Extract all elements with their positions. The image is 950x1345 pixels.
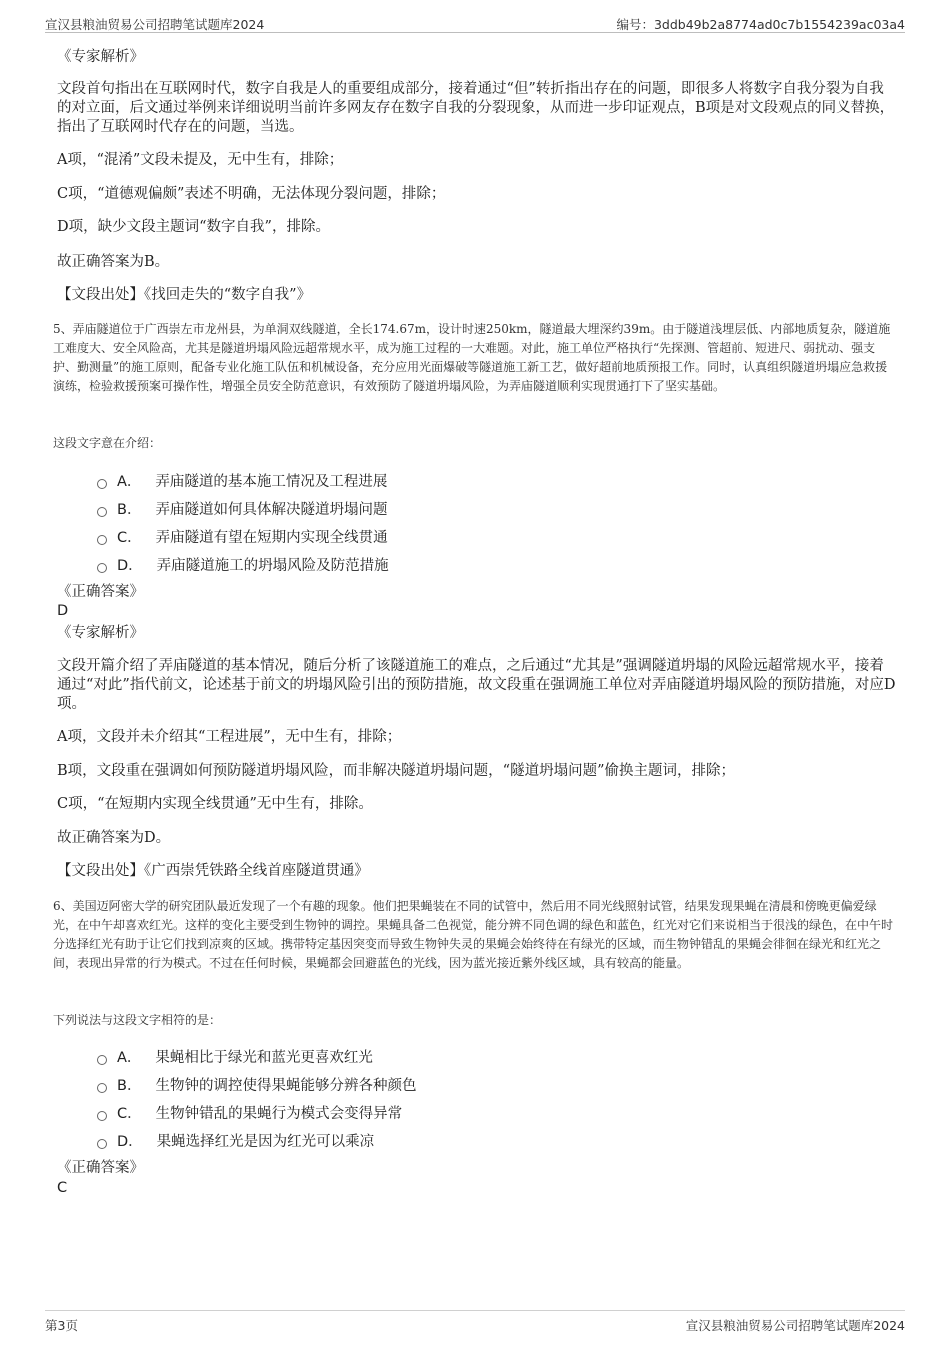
question-6-text: 6、美国迈阿密大学的研究团队最近发现了一个有趣的现象。他们把果蝇装在不同的试管中，然后用不同光线照射试管，结果发现果蝇在清晨和傍晚更偏爱绿光，在中午却喜欢红光。这样的变化主要受到生物钟的调控。果蝇具备二色视觉，能分辨不同色调的绿色和蓝色，红光对它们来说相当于很浅的绿色，在中午时分选择红光有助于让它们找到凉爽的区域。携带特定基因突变而导致生物钟失灵的果蝇会始终待在有绿光的区域，而生物钟错乱的果蝇会徘徊在绿光和红光之间，表现出异常的行为模式。不过在任何时候，果蝇都会回避蓝色的光线，因为蓝光接近紫外线区域，具有较高的能量。: [53, 899, 894, 970]
analysis-option-c: C项，“在短期内实现全线贯通”无中生有，排除。: [57, 796, 373, 812]
passage-source: 【文段出处】《广西崇凭铁路全线首座隧道贯通》: [57, 863, 369, 879]
q6-option-a[interactable]: A． 果蝇相比于绿光和蓝光更喜欢红光: [97, 1046, 373, 1067]
radio-button-icon[interactable]: [97, 535, 107, 545]
question-6-prompt: 下列说法与这段文字相符的是：: [53, 1013, 222, 1027]
passage-source: 【文段出处】《找回走失的“数字自我”》: [57, 287, 312, 303]
analysis-option-a: A项，“混淆”文段未提及，无中生有，排除；: [57, 152, 344, 168]
q6-option-d[interactable]: D． 果蝇选择红光是因为红光可以乘凉: [97, 1130, 374, 1151]
question-5-prompt: 这段文字意在介绍：: [53, 436, 162, 450]
analysis-option-a: A项，文段并未介绍其“工程进展”，无中生有，排除；: [57, 729, 402, 745]
expert-analysis-label: 《专家解析》: [57, 49, 144, 65]
radio-button-icon[interactable]: [97, 507, 107, 517]
radio-button-icon[interactable]: [97, 1139, 107, 1149]
q5-option-a[interactable]: A． 弄庙隧道的基本施工情况及工程进展: [97, 470, 387, 491]
analysis-option-b: B项，文段重在强调如何预防隧道坍塌风险，而非解决隧道坍塌问题，“隧道坍塌问题”偷换主题词，排除；: [57, 763, 735, 779]
q6-option-c[interactable]: C． 生物钟错乱的果蝇行为模式会变得异常: [97, 1102, 402, 1123]
correct-answer-value: D: [57, 603, 69, 619]
radio-button-icon[interactable]: [97, 479, 107, 489]
question-5-text: 5、弄庙隧道位于广西崇左市龙州县，为单洞双线隧道，全长174.67m，设计时速250km，隧道最大埋深约39m。由于隧道浅埋层低、内部地质复杂，隧道施工难度大、安全风险高，尤其是隧道坍塌风险远超常规水平，成为施工过程的一大难题。对此，施工单位严格执行“先探测、管超前、短进尺、弱扰动、强支护、勤测量”的施工原则，配备专业化施工队伍和机械设备，充分应用光面爆破等隧道施工新工艺，做好超前地质预报工作。同时，认真组织隧道坍塌应急救援演练，检验救援预案可操作性，增强全员安全防范意识，有效预防了隧道坍塌风险，为弄庙隧道顺利实现贯通打下了坚实基础。: [53, 322, 891, 393]
q5-option-c[interactable]: C． 弄庙隧道有望在短期内实现全线贯通: [97, 526, 388, 547]
page-footer: [45, 1310, 905, 1335]
radio-button-icon[interactable]: [97, 563, 107, 573]
expert-analysis-text: 文段首句指出在互联网时代，数字自我是人的重要组成部分，接着通过“但”转折指出存在的问题，即很多人将数字自我分裂为自我的对立面，后文通过举例来详细说明当前许多网友存在数字自我的分裂现象，从而进一步印证观点，B项是对文段观点的同义替换，指出了互联网时代存在的问题，当选。: [57, 81, 895, 135]
header-title: 宣汉县粮油贸易公司招聘笔试题库2024: [45, 17, 265, 32]
expert-analysis-label: 《专家解析》: [57, 625, 144, 641]
analysis-conclusion: 故正确答案为D。: [57, 830, 171, 846]
q5-option-b[interactable]: B． 弄庙隧道如何具体解决隧道坍塌问题: [97, 498, 387, 519]
analysis-conclusion: 故正确答案为B。: [57, 254, 170, 270]
q5-option-d[interactable]: D． 弄庙隧道施工的坍塌风险及防范措施: [97, 554, 389, 575]
page-header: [45, 12, 905, 33]
analysis-option-d: D项，缺少文段主题词“数字自我”，排除。: [57, 219, 330, 235]
radio-button-icon[interactable]: [97, 1083, 107, 1093]
radio-button-icon[interactable]: [97, 1055, 107, 1065]
radio-button-icon[interactable]: [97, 1111, 107, 1121]
header-serial-number: 编号：3ddb49b2a8774ad0c7b1554239ac03a4: [616, 17, 905, 32]
q6-option-b[interactable]: B． 生物钟的调控使得果蝇能够分辨各种颜色: [97, 1074, 416, 1095]
correct-answer-label: 《正确答案》: [57, 1160, 144, 1176]
footer-title: 宣汉县粮油贸易公司招聘笔试题库2024: [685, 1318, 905, 1333]
correct-answer-label: 《正确答案》: [57, 584, 144, 600]
page-number: 第3页: [45, 1318, 78, 1333]
analysis-option-c: C项，“道德观偏颇”表述不明确，无法体现分裂问题，排除；: [57, 186, 446, 202]
correct-answer-value: C: [57, 1180, 68, 1196]
expert-analysis-text: 文段开篇介绍了弄庙隧道的基本情况，随后分析了该隧道施工的难点，之后通过“尤其是”强调隧道坍塌的风险远超常规水平，接着通过“对此”指代前文，论述基于前文的坍塌风险引出的预防措施，故文段重在强调施工单位对弄庙隧道坍塌风险的预防措施，对应D项。: [57, 658, 896, 712]
